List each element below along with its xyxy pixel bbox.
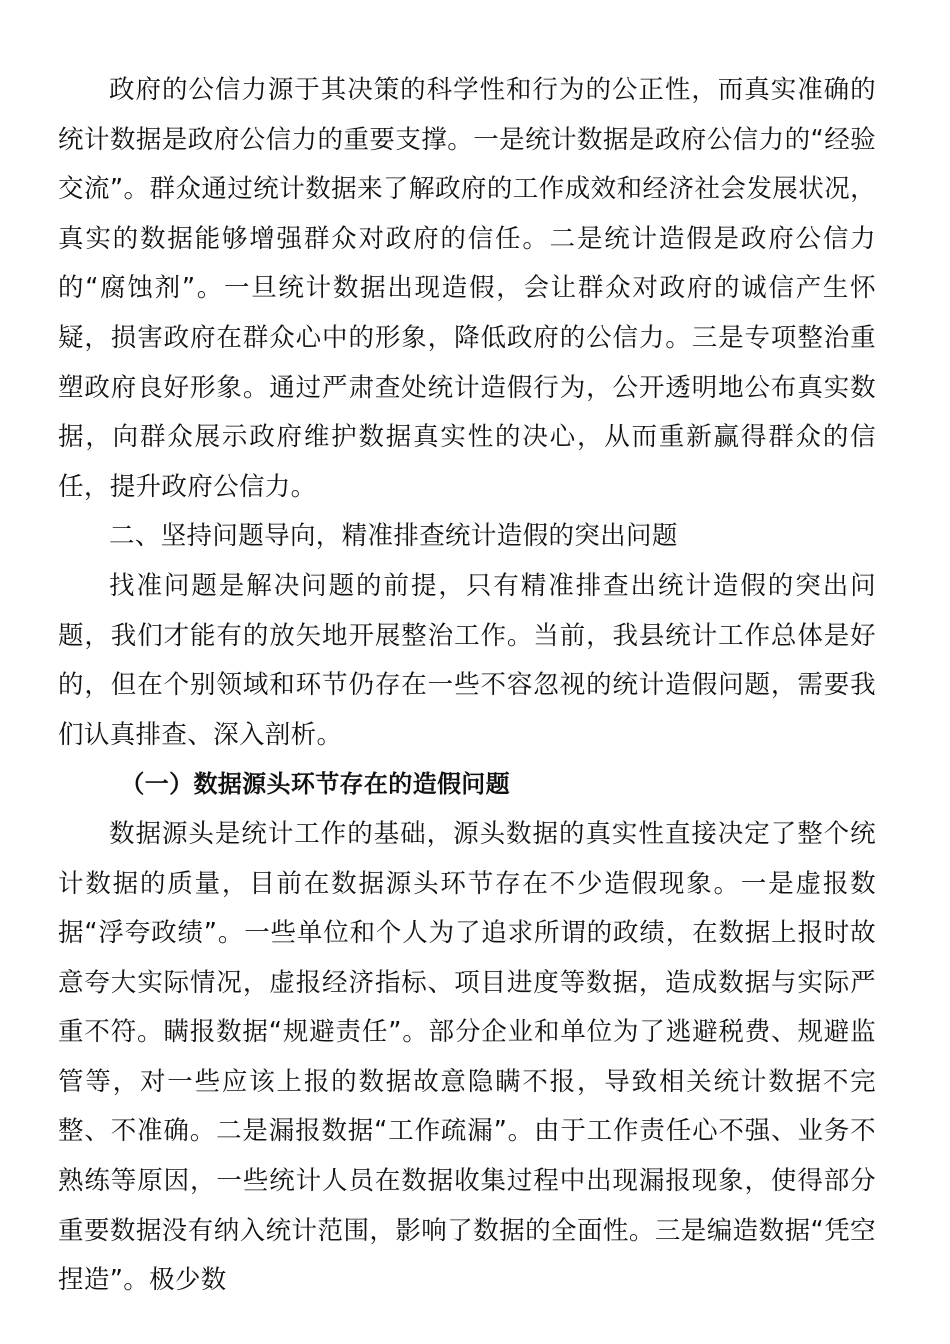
paragraph-public-credibility: 政府的公信力源于其决策的科学性和行为的公正性，而真实准确的统计数据是政府公信力的重要支撑。一是统计数据是政府公信力的“经验交流”。群众通过统计数据来了解政府的工作成效和经济社会发展状况，真实的数据能够增强群众对政府的信任。二是统计造假是政府公信力的“腐蚀剂”。一旦统计数据出现造假，会让群众对政府的诚信产生怀疑，损害政府在群众心中的形象，降低政府的公信力。三是专项整治重塑政府良好形象。通过严肃查处统计造假行为，公开透明地公布真实数据，向群众展示政府维护数据真实性的决心，从而重新赢得群众的信任，提升政府公信力。 (58, 75, 876, 502)
paragraph-find-problems: 找准问题是解决问题的前提，只有精准排查出统计造假的突出问题，我们才能有的放矢地开展整治工作。当前，我县统计工作总体是好的，但在个别领域和环节仍存在一些不容忽视的统计造假问题，需要我们认真排查、深入剖析。 (58, 570, 876, 750)
section-heading-problem-oriented: 二、坚持问题导向，精准排查统计造假的突出问题 (109, 521, 678, 552)
paragraph-data-source: 数据源头是统计工作的基础，源头数据的真实性直接决定了整个统计数据的质量，目前在数据源头环节存在不少造假现象。一是虚报数据“浮夸政绩”。一些单位和个人为了追求所谓的政绩，在数据上报时故意夸大实际情况，虚报经济指标、项目进度等数据，造成数据与实际严重不符。瞒报数据“规避责任”。部分企业和单位为了逃避税费、规避监管等，对一些应该上报的数据故意隐瞒不报，导致相关统计数据不完整、不准确。二是漏报数据“工作疏漏”。由于工作责任心不强、业务不熟练等原因，一些统计人员在数据收集过程中出现漏报现象，使得部分重要数据没有纳入统计范围，影响了数据的全面性。三是编造数据“凭空捏造”。极少数 (58, 818, 876, 1296)
subsection-heading-data-source: （一）数据源头环节存在的造假问题 (120, 770, 510, 799)
document-page (58, 66, 876, 1306)
